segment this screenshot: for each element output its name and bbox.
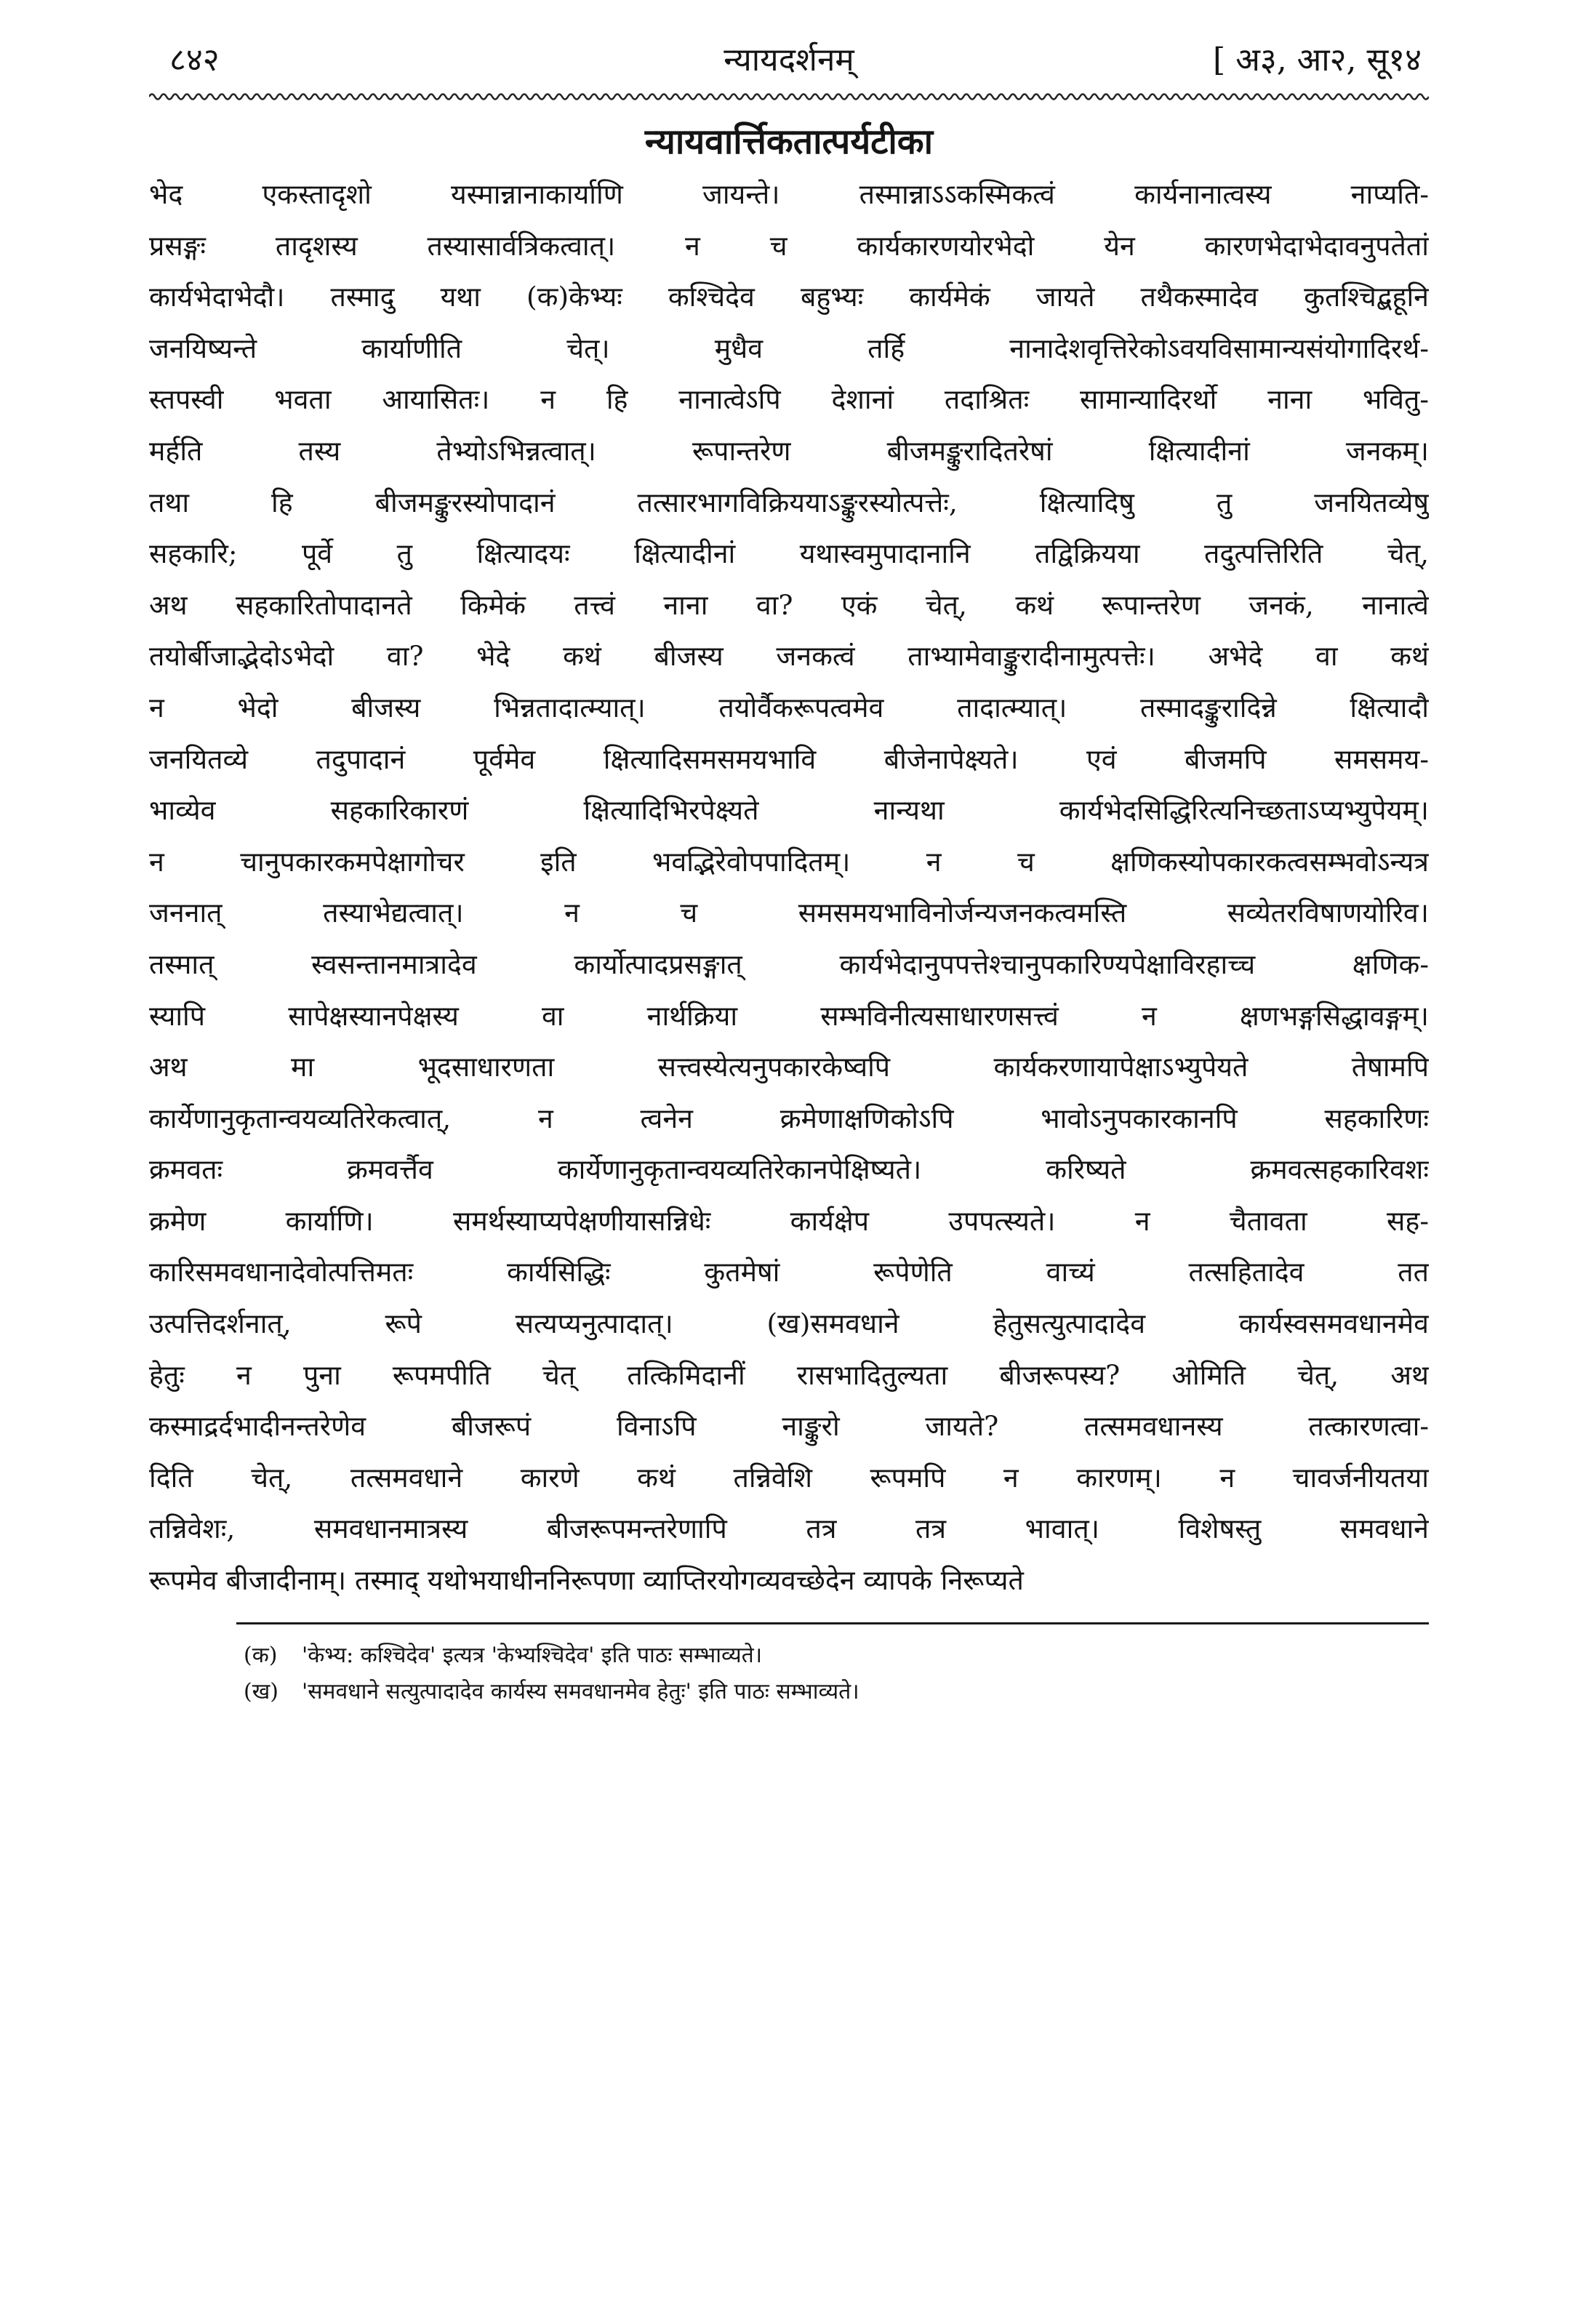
text-line: रूपमेव बीजादीनाम्। तस्माद् यथोभयाधीननिरूपणा व्याप्तिरयोगव्यवच्छेदेन व्यापके निरूप्यते bbox=[149, 1564, 1024, 1597]
running-header bbox=[149, 35, 1429, 86]
footnote bbox=[244, 1674, 1429, 1710]
text-line: सहकारि; पूर्वे तु क्षित्यादयः क्षित्यादीनां यथास्वमुपादानानि तद्विक्रियया तदुत्पत्तिरिति चेत्, bbox=[149, 537, 1429, 570]
text-line: तथा हि बीजमङ्कुरस्योपादानं तत्सारभागविक्रिययाऽङ्कुरस्योत्पत्तेः, क्षित्यादिषु तु जनयितव्येषु bbox=[149, 486, 1429, 518]
text-line: मर्हति तस्य तेभ्योऽभिन्नत्वात्। रूपान्तरेण बीजमङ्कुरादितरेषां क्षित्यादीनां जनकम्। bbox=[149, 434, 1429, 467]
text-line: स्तपस्वी भवता आयासितः। न हि नानात्वेऽपि देशानां तदाश्रितः सामान्यादिरर्थो नाना भवितु- bbox=[149, 383, 1429, 416]
text-line: तयोर्बीजाद्भेदोऽभेदो वा? भेदे कथं बीजस्य जनकत्वं ताभ्यामेवाङ्कुरादीनामुत्पत्तेः। अभेदे वा कथं bbox=[149, 640, 1429, 673]
book-page bbox=[149, 35, 1429, 1710]
text-line: न भेदो बीजस्य भिन्नतादात्म्यात्। तयोर्वैकरूपत्वमेव तादात्म्यात्। तस्मादङ्कुरादिन्ने क्षित्यादौ bbox=[149, 691, 1429, 724]
text-line: उत्पत्तिदर्शनात्, रूपे सत्यप्यनुत्पादात्। (ख)समवधाने हेतुसत्युत्पादादेव कार्यस्वसमवधानमेव bbox=[149, 1307, 1429, 1340]
footnotes bbox=[244, 1638, 1429, 1710]
body-text bbox=[149, 169, 1429, 1606]
footnote-text: 'समवधाने सत्युत्पादादेव कार्यस्य समवधानमेव हेतुः' इति पाठः सम्भाव्यते। bbox=[302, 1678, 859, 1704]
text-line: कार्येणानुकृतान्वयव्यतिरेकत्वात्, न त्वनेन क्रमेणाक्षणिकोऽपि भावोऽनुपकारकानपि सहकारिणः bbox=[149, 1102, 1429, 1134]
text-line: कस्माद्रर्दभादीनन्तरेणेव बीजरूपं विनाऽपि नाङ्कुरो जायते? तत्समवधानस्य तत्कारणत्वा- bbox=[149, 1410, 1429, 1443]
text-line: कारिसमवधानादेवोत्पत्तिमतः कार्यसिद्धिः कुतमेषां रूपेणेति वाच्यं तत्सहितादेव तत bbox=[149, 1256, 1429, 1289]
footnote bbox=[244, 1638, 1429, 1674]
footnote-marker: (ख) bbox=[244, 1678, 278, 1704]
text-line: जनयितव्ये तदुपादानं पूर्वमेव क्षित्यादिसमसमयभावि बीजेनापेक्ष्यते। एवं बीजमपि समसमय- bbox=[149, 742, 1429, 775]
text-line: तन्निवेशः, समवधानमात्रस्य बीजरूपमन्तरेणापि तत्र तत्र भावात्। विशेषस्तु समवधाने bbox=[149, 1512, 1429, 1545]
text-line: जननात् तस्याभेद्यत्वात्। न च समसमयभाविनोर्जन्यजनकत्वमस्ति सव्येतरविषाणयोरिव। bbox=[149, 897, 1429, 929]
text-line: न चानुपकारकमपेक्षागोचर इति भवद्भिरेवोपपादितम्। न च क्षणिकस्योपकारकत्वसम्भवोऽन्यत्र bbox=[149, 845, 1429, 878]
page-number: ८४२ bbox=[169, 41, 220, 79]
text-line: भेद एकस्तादृशो यस्मान्नानाकार्याणि जायन्ते। तस्मान्नाऽऽकस्मिकत्वं कार्यनानात्वस्य नाप्यति- bbox=[149, 178, 1429, 210]
text-line: कार्यभेदाभेदौ। तस्मादु यथा (क)केभ्यः कश्चिदेव बहुभ्यः कार्यमेकं जायते तथैकस्मादेव कुतश्चिद्बहूनि bbox=[149, 281, 1429, 313]
header-wavy-rule bbox=[149, 90, 1429, 103]
text-line: दिति चेत्, तत्समवधाने कारणे कथं तन्निवेशि रूपमपि न कारणम्। न चावर्जनीयतया bbox=[149, 1461, 1429, 1494]
text-line: जनयिष्यन्ते कार्याणीति चेत्। मुधैव तर्हि नानादेशवृत्तिरेकोऽवयविसामान्यसंयोगादिरर्थ- bbox=[149, 332, 1429, 364]
book-title: न्यायदर्शनम् bbox=[724, 41, 854, 79]
text-line: प्रसङ्गः तादृशस्य तस्यासार्वत्रिकत्वात्। न च कार्यकारणयोरभेदो येन कारणभेदाभेदावनुपतेतां bbox=[149, 229, 1429, 262]
footnote-text: 'केभ्य: कश्चिदेव' इत्यत्र 'केभ्यश्चिदेव' इति पाठः सम्भाव्यते। bbox=[302, 1642, 763, 1668]
text-line: अथ सहकारितोपादानते किमेकं तत्त्वं नाना वा? एकं चेत्, कथं रूपान्तरेण जनकं, नानात्वे bbox=[149, 588, 1429, 621]
chapter-reference: [ अ३, आ२, सू१४ bbox=[1213, 41, 1422, 79]
footnote-rule bbox=[236, 1622, 1429, 1624]
text-line: क्रमेण कार्याणि। समर्थस्याप्यपेक्षणीयासन्निधेः कार्यक्षेप उपपत्स्यते। न चैतावता सह- bbox=[149, 1204, 1429, 1237]
footnote-marker: (क) bbox=[244, 1642, 278, 1668]
text-line: भाव्येव सहकारिकारणं क्षित्यादिभिरपेक्ष्यते नान्यथा कार्यभेदसिद्धिरित्यनिच्छताऽप्यभ्युपेयम्। bbox=[149, 794, 1429, 827]
text-line: क्रमवतः क्रमवर्त्तैव कार्येणानुकृतान्वयव्यतिरेकानपेक्षिष्यते। करिष्यते क्रमवत्सहकारिवशः bbox=[149, 1153, 1429, 1186]
section-title: न्यायवार्त्तिकतात्पर्यटीका bbox=[644, 121, 934, 162]
text-line: अथ मा भूदसाधारणता सत्त्वस्येत्यनुपकारकेष्वपि कार्यकरणायापेक्षाऽभ्युपेयते तेषामपि bbox=[149, 1051, 1429, 1083]
text-line: हेतुः न पुना रूपमपीति चेत् तत्किमिदानीं रासभादितुल्यता बीजरूपस्य? ओमिति चेत्, अथ bbox=[149, 1358, 1429, 1391]
text-line: स्यापि सापेक्षस्यानपेक्षस्य वा नार्थक्रिया सम्भविनीत्यसाधारणसत्त्वं न क्षणभङ्गसिद्धावङ्गम्। bbox=[149, 999, 1429, 1032]
text-line: तस्मात् स्वसन्तानमात्रादेव कार्योत्पादप्रसङ्गात् कार्यभेदानुपपत्तेश्चानुपकारिण्यपेक्षाविरहाच्च क्षणिक- bbox=[149, 947, 1429, 980]
